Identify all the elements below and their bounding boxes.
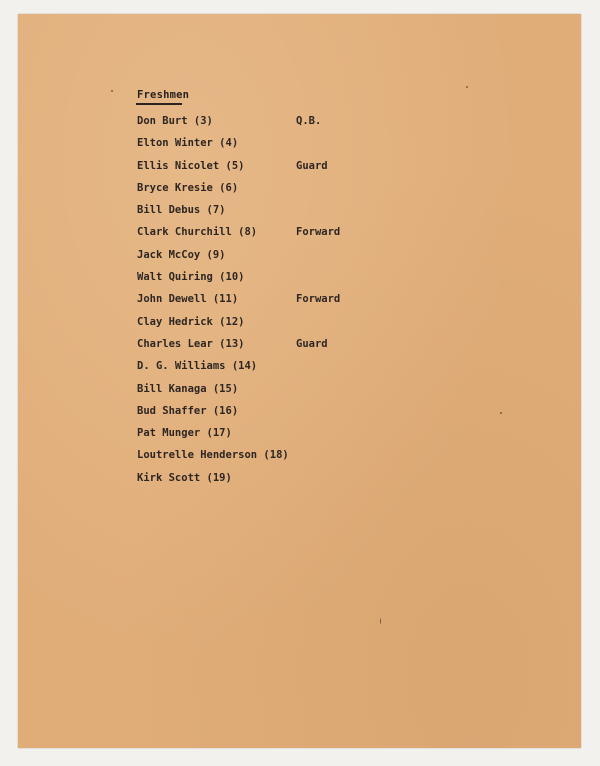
roster-list — [137, 110, 437, 489]
roster-row — [137, 221, 437, 243]
roster-row — [137, 355, 437, 377]
player-position: Forward — [296, 293, 341, 306]
roster-row — [137, 199, 437, 221]
player-name: Kirk Scott (19) — [137, 471, 232, 484]
player-position: Forward — [296, 226, 341, 239]
roster-row — [137, 288, 437, 310]
paper-speck — [500, 412, 502, 414]
player-position: Guard — [296, 337, 328, 350]
roster-row — [137, 177, 437, 199]
player-name: Charles Lear (13) — [137, 337, 245, 350]
roster-row — [137, 244, 437, 266]
player-name: Walt Quiring (10) — [137, 271, 245, 284]
roster-row — [137, 400, 437, 422]
paper-speck — [466, 86, 468, 88]
player-name: Bill Kanaga (15) — [137, 382, 239, 395]
player-name: Loutrelle Henderson (18) — [137, 449, 289, 462]
player-name: Bud Shaffer (16) — [137, 404, 239, 417]
roster-row — [137, 467, 437, 489]
roster-row — [137, 311, 437, 333]
player-name: Bill Debus (7) — [137, 204, 226, 217]
roster-row — [137, 444, 437, 466]
roster-row — [137, 266, 437, 288]
player-name: Elton Winter (4) — [137, 137, 239, 150]
player-name: Jack McCoy (9) — [137, 248, 226, 261]
player-position: Guard — [296, 159, 328, 172]
roster-row — [137, 422, 437, 444]
player-position: Q.B. — [296, 115, 322, 127]
player-name: Bryce Kresie (6) — [137, 181, 239, 194]
player-name: Don Burt (3) — [137, 115, 213, 127]
roster-row — [137, 333, 437, 355]
roster-row — [137, 378, 437, 400]
paper-speck — [380, 618, 381, 624]
player-name: John Dewell (11) — [137, 293, 239, 306]
player-name: Pat Munger (17) — [137, 427, 232, 440]
heading-underline — [136, 103, 182, 105]
player-name: Clay Hedrick (12) — [137, 315, 245, 328]
roster-row — [137, 132, 437, 154]
player-name: Ellis Nicolet (5) — [137, 159, 245, 172]
player-name: D. G. Williams (14) — [137, 360, 258, 373]
roster-heading: Freshmen — [137, 89, 190, 101]
typed-page — [18, 14, 581, 748]
player-name: Clark Churchill (8) — [137, 226, 258, 239]
roster-row — [137, 155, 437, 177]
paper-speck — [111, 90, 113, 92]
roster-row — [137, 110, 437, 132]
